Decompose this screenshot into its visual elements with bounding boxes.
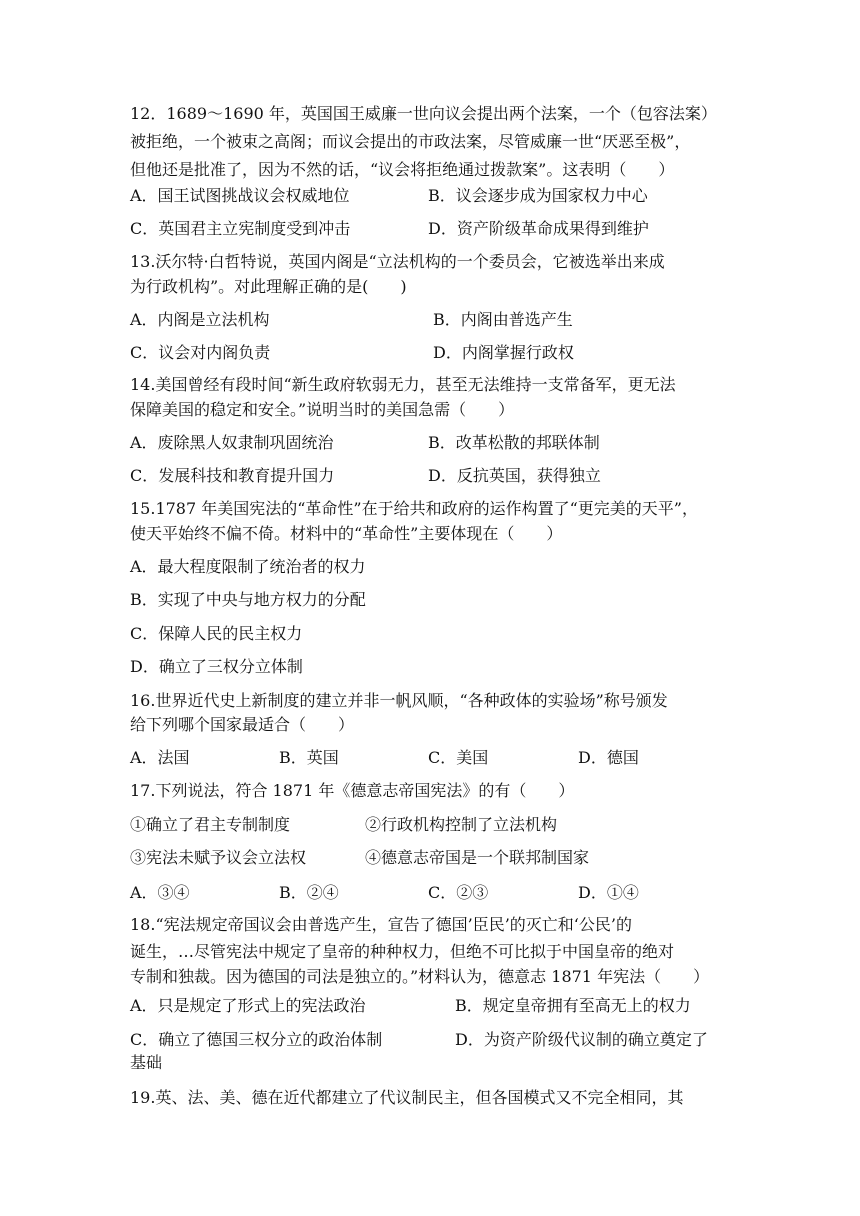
question-14-line-1: 14.美国曾经有段时间“新生政府软弱无力，甚至无法维持一支常备军，更无法: [130, 375, 676, 394]
question-18-option-d: D．为资产阶级代议制的确立奠定了: [455, 1030, 708, 1049]
question-12-option-b: B．议会逐步成为国家权力中心: [428, 186, 648, 205]
question-12-line-1: 12．1689～1690 年，英国国王威廉一世向议会提出两个法案，一个（包容法案）: [130, 104, 717, 123]
question-16-option-b: B．英国: [279, 748, 339, 767]
question-12-line-2: 被拒绝，一个被束之高阁；而议会提出的市政法案，尽管威廉一世“厌恶至极”，: [130, 132, 691, 151]
question-15-line-2: 使天平始终不偏不倚。材料中的“革命性”主要体现在（ ）: [130, 524, 563, 543]
question-18-option-d-continued: 基础: [130, 1053, 163, 1072]
question-13-option-d: D．内阁掌握行政权: [433, 343, 574, 362]
question-18-line-3: 专制和独裁。因为德国的司法是独立的。”材料认为，德意志 1871 年宪法（ ）: [130, 967, 710, 986]
question-18-line-2: 诞生，…尽管宪法中规定了皇帝的种种权力，但绝不可比拟于中国皇帝的绝对: [130, 942, 675, 961]
question-17-line-1: 17.下列说法，符合 1871 年《德意志帝国宪法》的有（ ）: [130, 781, 575, 800]
question-17-option-c: C．②③: [428, 883, 489, 902]
question-17-option-d: D．①④: [578, 883, 639, 902]
question-18-option-b: B．规定皇帝拥有至高无上的权力: [455, 996, 691, 1015]
question-12-option-c: C．英国君主立宪制度受到冲击: [130, 219, 351, 238]
question-16-option-a: A．法国: [130, 748, 190, 767]
question-13-line-1: 13.沃尔特·白哲特说，英国内阁是“立法机构的一个委员会，它被选举出来成: [130, 252, 665, 271]
question-17-statement-2: ②行政机构控制了立法机构: [365, 815, 558, 834]
question-12-option-a: A．国王试图挑战议会权威地位: [130, 186, 350, 205]
question-17-statement-1: ①确立了君主专制制度: [130, 815, 291, 834]
question-13-line-2: 为行政机构”。对此理解正确的是( ): [130, 277, 407, 296]
question-18-option-a: A．只是规定了形式上的宪法政治: [130, 996, 366, 1015]
question-16-option-c: C．美国: [428, 748, 489, 767]
question-17-option-a: A．③④: [130, 883, 190, 902]
question-13-option-c: C．议会对内阁负责: [130, 343, 271, 362]
question-15-option-c: C．保障人民的民主权力: [130, 624, 303, 643]
question-14-option-d: D．反抗英国，获得独立: [428, 466, 601, 485]
question-14-option-b: B．改革松散的邦联体制: [428, 433, 600, 452]
question-17-option-b: B．②④: [279, 883, 339, 902]
question-15-option-d: D．确立了三权分立体制: [130, 657, 303, 676]
question-15-option-b: B．实现了中央与地方权力的分配: [130, 590, 366, 609]
question-12-option-d: D．资产阶级革命成果得到维护: [428, 219, 649, 238]
question-16-line-1: 16.世界近代史上新制度的建立并非一帆风顺，“各种政体的实验场”称号颁发: [130, 691, 668, 710]
question-17-statement-4: ④德意志帝国是一个联邦制国家: [365, 848, 590, 867]
question-16-line-2: 给下列哪个国家最适合（ ）: [130, 715, 355, 734]
question-15-line-1: 15.1787 年美国宪法的“革命性”在于给共和政府的运作构置了“更完美的天平”，: [130, 499, 698, 518]
question-12-line-3: 但他还是批准了，因为不然的话，“议会将拒绝通过拨款案”。这表明（ ）: [130, 160, 675, 179]
question-19-line-1: 19.英、法、美、德在近代都建立了代议制民主，但各国模式又不完全相同，其: [130, 1088, 684, 1107]
question-13-option-b: B．内阁由普选产生: [433, 310, 573, 329]
question-17-statement-3: ③宪法未赋予议会立法权: [130, 848, 307, 867]
question-14-option-a: A．废除黑人奴隶制巩固统治: [130, 433, 334, 452]
question-14-line-2: 保障美国的稳定和安全。”说明当时的美国急需（ ）: [130, 400, 515, 419]
question-15-option-a: A．最大程度限制了统治者的权力: [130, 557, 366, 576]
question-18-line-1: 18.“宪法规定帝国议会由普选产生，宣告了德国’臣民’的灭亡和‘公民’的: [130, 915, 632, 934]
question-14-option-c: C．发展科技和教育提升国力: [130, 466, 335, 485]
question-16-option-d: D．德国: [578, 748, 639, 767]
question-18-option-c: C．确立了德国三权分立的政治体制: [130, 1030, 383, 1049]
question-13-option-a: A．内阁是立法机构: [130, 310, 270, 329]
